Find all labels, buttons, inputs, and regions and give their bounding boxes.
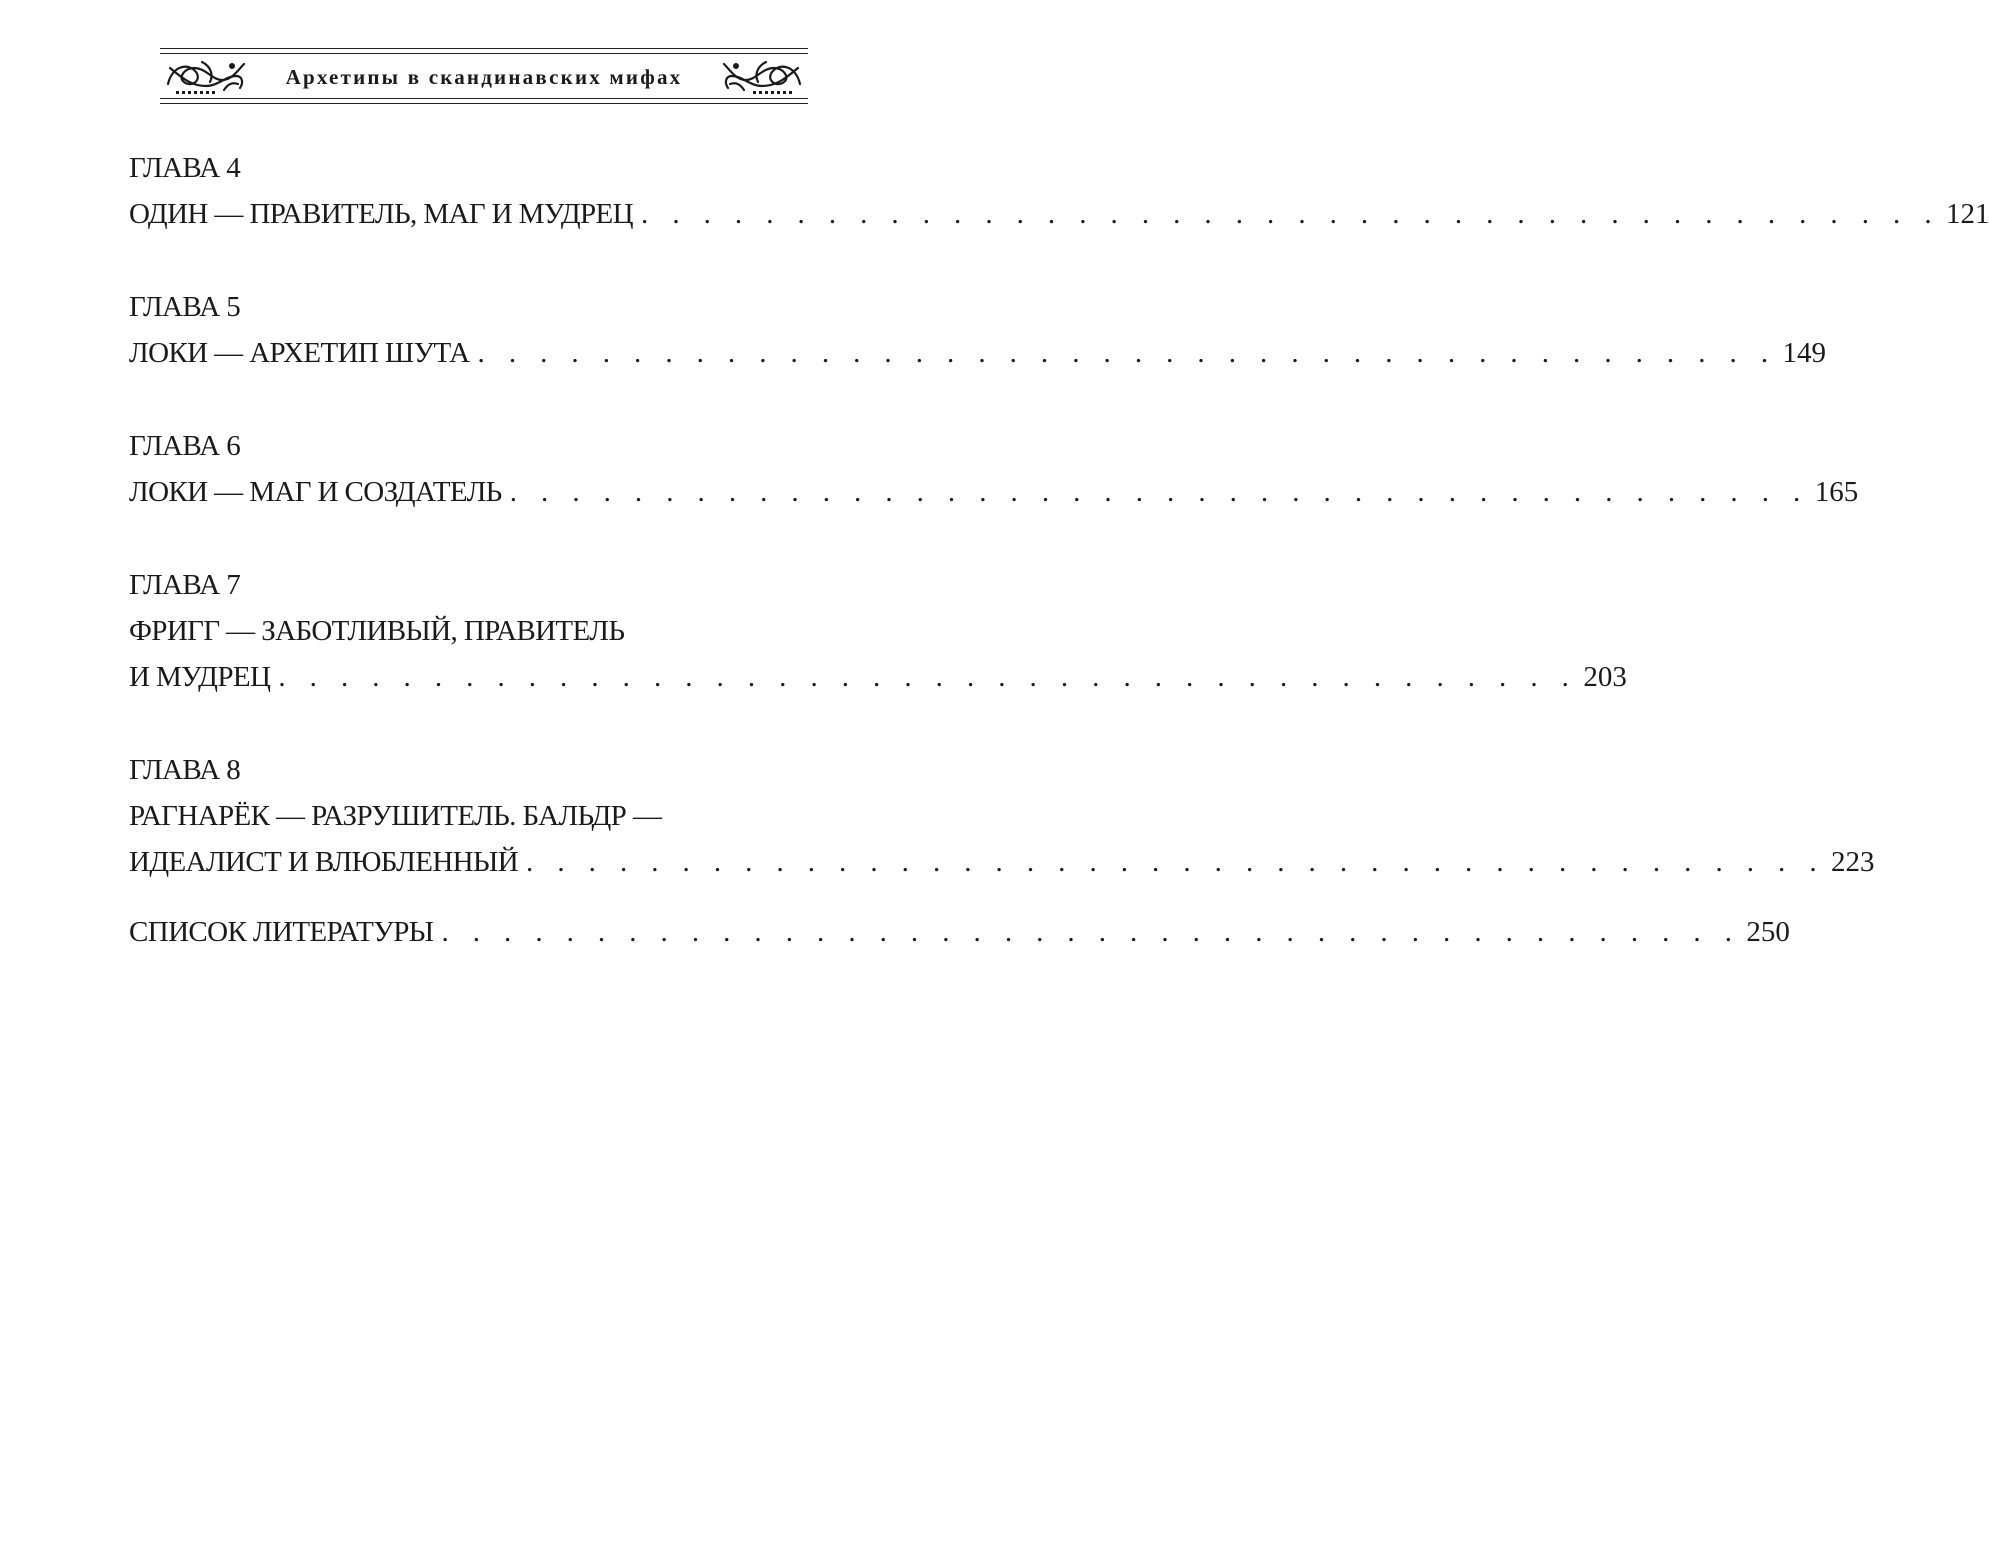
chapter-title-line [129,191,1989,237]
chapter-title: РАГНАРЁК — РАЗРУШИТЕЛЬ. БАЛЬДР — [129,800,662,832]
chapter-title-line [129,654,1627,700]
dot-leader: . . . . . . . . . . . . . . . . . . . . . . . . . . . . . . . . . . . . . . . . . . [509,476,1809,508]
toc-entry-bibliography[interactable] [129,909,1790,955]
toc-entry-chapter-8[interactable] [129,747,1875,885]
toc-entry-chapter-5[interactable] [129,284,1826,376]
dot-leader: . . . . . . . . . . . . . . . . . . . . . . . . . . . . . . . . . . . . . . . . . . [526,846,1825,878]
chapter-label: ГЛАВА 7 [129,569,241,601]
page-number: 223 [1831,846,1875,878]
knotwork-ornament-icon [720,54,806,98]
dot-leader: . . . . . . . . . . . . . . . . . . . . . . . . . . . . . . . . . . . . . . . . . . [278,661,1578,693]
chapter-title: ИДЕАЛИСТ И ВЛЮБЛЕННЫЙ [129,846,519,878]
chapter-label: ГЛАВА 6 [129,430,241,462]
dot-leader: . . . . . . . . . . . . . . . . . . . . . . . . . . . . . . . . . . . . . . . . . . [641,198,1940,230]
knotwork-ornament-icon [162,54,248,98]
page-number: 149 [1782,337,1826,369]
chapter-label: ГЛАВА 8 [129,754,241,786]
chapter-title-line [129,793,833,839]
chapter-title: ЛОКИ — МАГ И СОЗДАТЕЛЬ [129,476,502,508]
table-of-contents [129,145,1989,955]
chapter-title-line [129,330,1826,376]
chapter-label: ГЛАВА 5 [129,291,241,323]
chapter-title: ФРИГГ — ЗАБОТЛИВЫЙ, ПРАВИТЕЛЬ [129,615,625,647]
toc-entry-chapter-4[interactable] [129,145,1989,237]
page-number: 203 [1583,661,1627,693]
dot-leader: . . . . . . . . . . . . . . . . . . . . . . . . . . . . . . . . . . . . . . . . . . [441,916,1741,948]
chapter-title-line [129,608,833,654]
toc-entry-chapter-6[interactable] [129,423,1859,515]
toc-entry-chapter-7[interactable] [129,562,1627,700]
chapter-title: ОДИН — ПРАВИТЕЛЬ, МАГ И МУДРЕЦ [129,198,634,230]
page-number: 121 [1945,198,1989,230]
chapter-title: ЛОКИ — АРХЕТИП ШУТА [129,337,470,369]
page-number: 165 [1814,476,1859,508]
chapter-title-line [129,839,1875,885]
bibliography-title: СПИСОК ЛИТЕРАТУРЫ [129,916,434,948]
chapter-label: ГЛАВА 4 [129,152,241,184]
running-header-title: Архетипы в скандинавских мифах [285,65,683,89]
chapter-title-line [129,469,1859,515]
chapter-title: И МУДРЕЦ [129,661,271,693]
page-number: 250 [1746,916,1790,948]
running-header [160,48,808,104]
dot-leader: . . . . . . . . . . . . . . . . . . . . . . . . . . . . . . . . . . . . . . . . . . [477,337,1777,369]
bibliography-title-line [129,909,1790,955]
